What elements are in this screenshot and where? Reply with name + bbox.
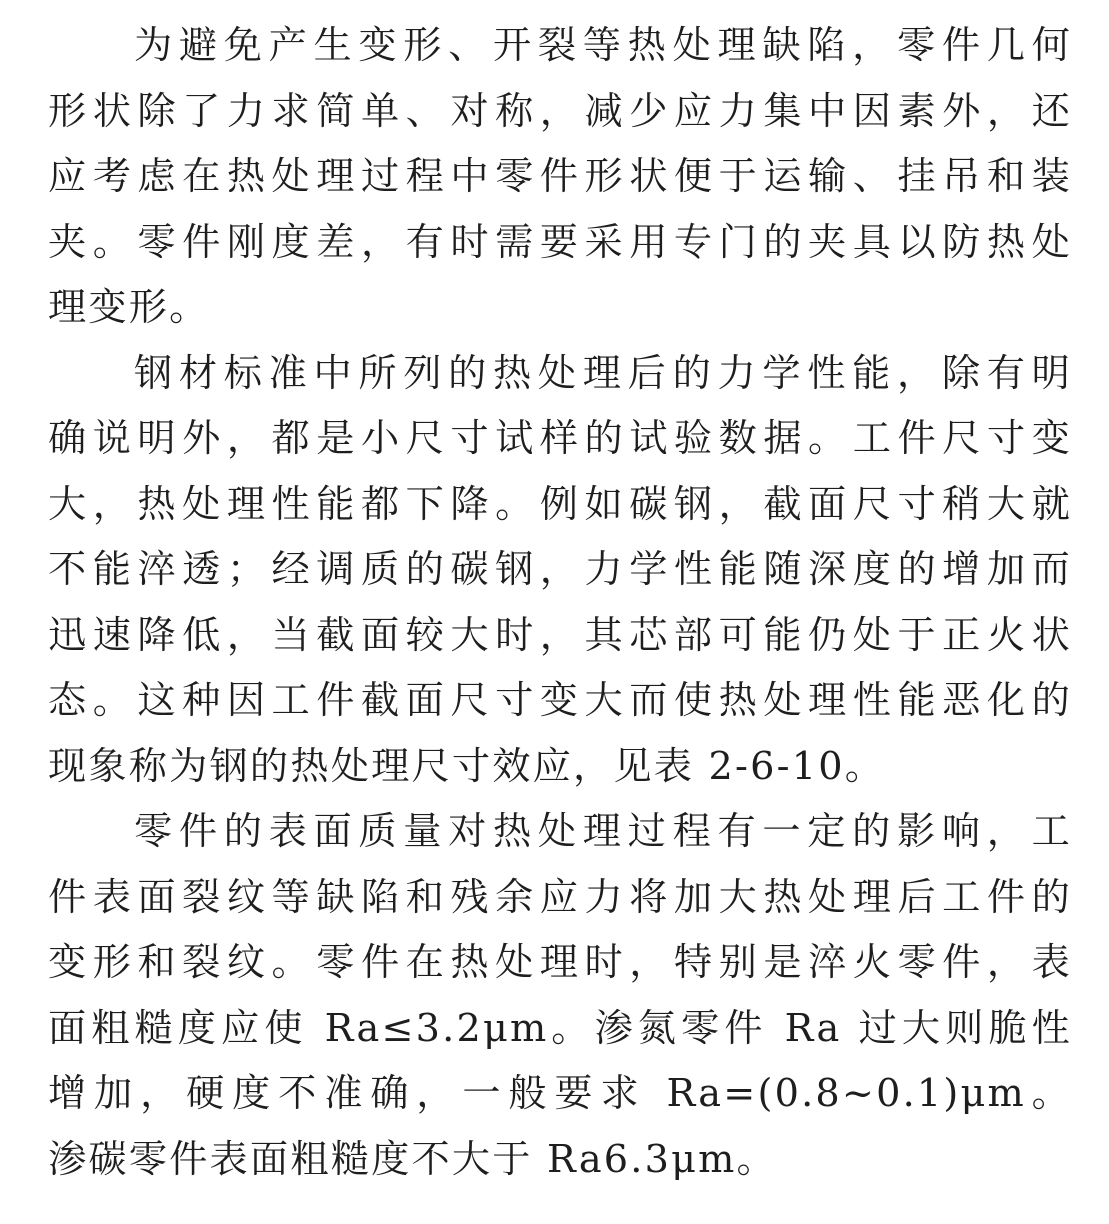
text-line: 应考虑在热处理过程中零件形状便于运输、挂吊和装 — [48, 155, 1072, 199]
text-line: 现象称为钢的热处理尺寸效应，见表 2-6-10。 — [48, 744, 886, 789]
text-line: 钢材标准中所列的热处理后的力学性能，除有明 — [134, 351, 1072, 396]
text-line: 夹。零件刚度差，有时需要采用专门的夹具以防热处 — [48, 220, 1072, 265]
paragraph-heat-treatment-shape — [48, 14, 1072, 342]
text-line: 形状除了力求简单、对称，减少应力集中因素外，还 — [48, 89, 1072, 134]
text-line: 态。这种因工件截面尺寸变大而使热处理性能恶化的 — [48, 679, 1072, 723]
paragraph-size-effect — [48, 342, 1072, 801]
paragraph-surface-quality — [48, 800, 1072, 1193]
text-line: 不能淬透；经调质的碳钢，力学性能随深度的增加而 — [48, 548, 1072, 592]
text-line: 件表面裂纹等缺陷和残余应力将加大热处理后工件的 — [48, 875, 1072, 920]
text-line: 渗碳零件表面粗糙度不大于 Ra6.3μm。 — [48, 1137, 777, 1182]
text-line: 零件的表面质量对热处理过程有一定的影响，工 — [134, 810, 1072, 854]
text-line: 确说明外，都是小尺寸试样的试验数据。工件尺寸变 — [48, 417, 1072, 461]
document-page — [48, 14, 1072, 1193]
text-line: 面粗糙度应使 Ra≤3.2μm。渗氮零件 Ra 过大则脆性 — [48, 1006, 1072, 1051]
text-line: 变形和裂纹。零件在热处理时，特别是淬火零件，表 — [48, 941, 1072, 985]
text-line: 为避免产生变形、开裂等热处理缺陷，零件几何 — [134, 24, 1072, 68]
text-line: 迅速降低，当截面较大时，其芯部可能仍处于正火状 — [48, 613, 1072, 658]
text-line: 增加，硬度不准确，一般要求 Ra=(0.8~0.1)μm。 — [48, 1072, 1072, 1116]
text-line: 理变形。 — [48, 286, 210, 330]
text-line: 大，热处理性能都下降。例如碳钢，截面尺寸稍大就 — [48, 482, 1072, 527]
